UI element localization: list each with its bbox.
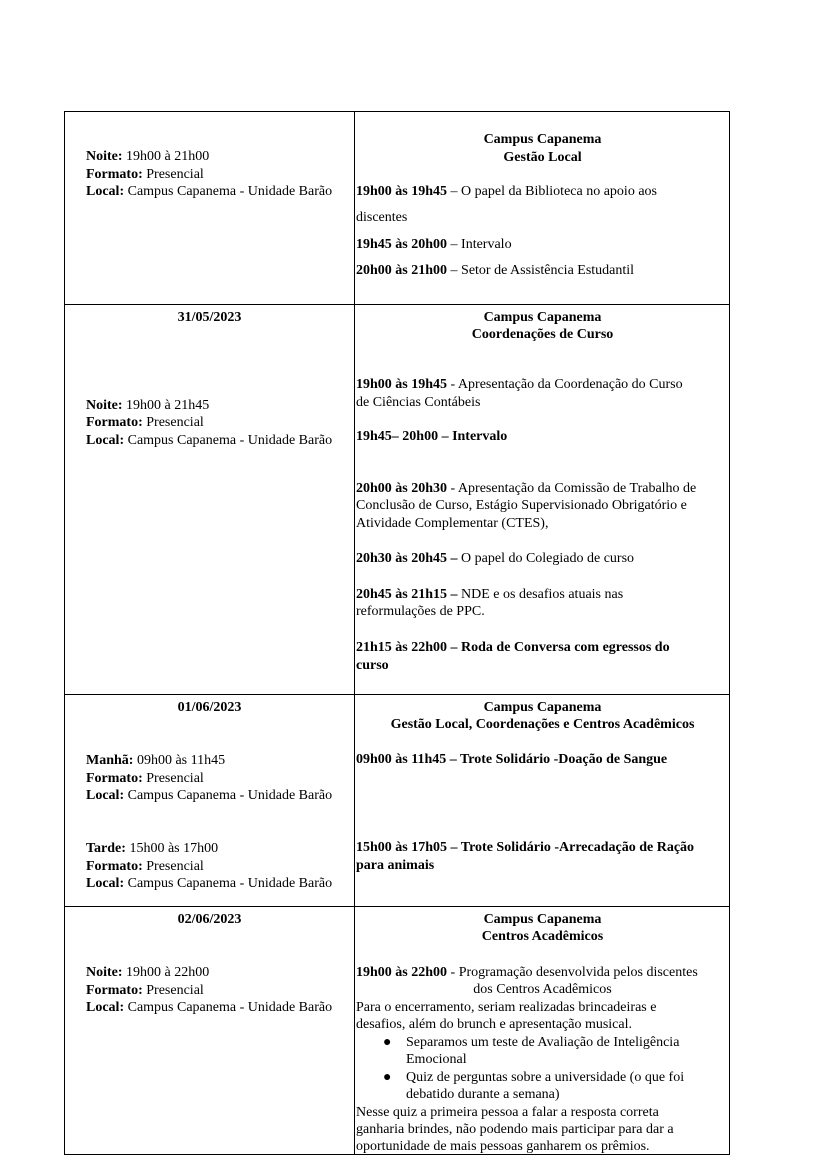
row-info-cell xyxy=(65,305,355,694)
schedule-table xyxy=(64,111,730,1156)
time-line: Noite: 19h00 à 21h45 xyxy=(86,398,210,413)
table-row xyxy=(64,111,730,304)
row-info-cell xyxy=(65,695,355,906)
location-line: Local: Campus Capanema - Unidade Barão xyxy=(86,876,333,891)
time-line: Noite: 19h00 à 22h00 xyxy=(86,965,210,980)
quiz-paragraph-cont: ganharia brindes, não podendo mais participar para dar a xyxy=(356,1122,674,1137)
schedule-item: 20h00 às 20h30 - Apresentação da Comissão de Trabalho de xyxy=(356,481,697,496)
schedule-item: 21h15 às 22h00 – Roda de Conversa com egressos do xyxy=(356,640,670,655)
section-title: Coordenações de Curso xyxy=(471,327,614,342)
date-label: 02/06/2023 xyxy=(177,912,242,927)
format-line: Formato: Presencial xyxy=(86,415,204,430)
campus-title: Campus Capanema xyxy=(483,132,602,147)
list-item: Separamos um teste de Avaliação de Inteligência xyxy=(406,1035,680,1050)
quiz-paragraph: Nesse quiz a primeira pessoa a falar a resposta correta xyxy=(356,1105,659,1120)
list-item: Quiz de perguntas sobre a universidade (o que foi xyxy=(406,1070,685,1085)
table-row xyxy=(64,694,730,906)
schedule-item-cont: discentes xyxy=(356,210,408,225)
schedule-item: 20h45 às 21h15 – NDE e os desafios atuais nas xyxy=(356,587,624,602)
location-line: Local: Campus Capanema - Unidade Barão xyxy=(86,433,333,448)
section-title: Centros Acadêmicos xyxy=(481,929,604,944)
schedule-item: 20h00 às 21h00 – Setor de Assistência Estudantil xyxy=(356,263,635,278)
campus-title: Campus Capanema xyxy=(483,310,602,325)
time-line: Manhã: 09h00 às 11h45 xyxy=(86,753,226,768)
closing-paragraph: Para o encerramento, seriam realizadas brincadeiras e xyxy=(356,1000,657,1015)
table-row xyxy=(64,906,730,1155)
schedule-item-cont: dos Centros Acadêmicos xyxy=(473,982,612,997)
time-line: Tarde: 15h00 às 17h00 xyxy=(86,841,219,856)
schedule-item: 19h00 às 19h45 – O papel da Biblioteca no apoio aos xyxy=(356,184,657,199)
format-line: Formato: Presencial xyxy=(86,859,204,874)
schedule-item: 15h00 às 17h05 – Trote Solidário -Arrecadação de Ração xyxy=(356,840,695,855)
date-label: 01/06/2023 xyxy=(177,700,242,715)
row-program-cell xyxy=(356,112,729,304)
location-line: Local: Campus Capanema - Unidade Barão xyxy=(86,788,333,803)
schedule-item-cont: curso xyxy=(356,658,389,673)
schedule-item: 19h00 às 22h00 - Programação desenvolvida pelos discentes xyxy=(356,965,698,980)
location-line: Local: Campus Capanema - Unidade Barão xyxy=(86,184,333,199)
location-line: Local: Campus Capanema - Unidade Barão xyxy=(86,1000,333,1015)
table-row xyxy=(64,304,730,694)
schedule-item: 19h00 às 19h45 - Apresentação da Coordenação do Curso xyxy=(356,377,683,392)
section-title: Gestão Local, Coordenações e Centros Acadêmicos xyxy=(390,717,695,732)
schedule-item-cont: reformulações de PPC. xyxy=(356,604,485,619)
format-line: Formato: Presencial xyxy=(86,983,204,998)
list-item-cont: Emocional xyxy=(406,1052,467,1067)
bullet-icon: ● xyxy=(383,1035,392,1050)
quiz-paragraph-cont: oportunidade de mais pessoas ganharem os prêmios. xyxy=(356,1139,650,1154)
section-title: Gestão Local xyxy=(503,150,582,165)
bullet-icon: ● xyxy=(383,1070,392,1085)
schedule-item: 19h45– 20h00 – Intervalo xyxy=(356,429,508,444)
time-line: Noite: 19h00 à 21h00 xyxy=(86,149,210,164)
row-info-cell xyxy=(65,112,355,304)
date-label: 31/05/2023 xyxy=(177,310,242,325)
schedule-item-cont: Conclusão de Curso, Estágio Supervisionado Obrigatório e xyxy=(356,498,687,513)
row-info-cell xyxy=(65,907,355,1154)
schedule-item-cont: Atividade Complementar (CTES), xyxy=(356,516,549,531)
schedule-item: 09h00 às 11h45 – Trote Solidário -Doação de Sangue xyxy=(356,752,668,767)
row-program-cell xyxy=(356,907,729,1154)
campus-title: Campus Capanema xyxy=(483,700,602,715)
closing-paragraph-cont: desafios, além do brunch e apresentação musical. xyxy=(356,1017,633,1032)
row-program-cell xyxy=(356,695,729,906)
schedule-item-cont: de Ciências Contábeis xyxy=(356,395,481,410)
format-line: Formato: Presencial xyxy=(86,771,204,786)
list-item-cont: debatido durante a semana) xyxy=(406,1087,560,1102)
schedule-item-cont: para animais xyxy=(356,858,435,873)
format-line: Formato: Presencial xyxy=(86,167,204,182)
schedule-item: 20h30 às 20h45 – O papel do Colegiado de curso xyxy=(356,551,635,566)
row-program-cell xyxy=(356,305,729,694)
schedule-item: 19h45 às 20h00 – Intervalo xyxy=(356,237,512,252)
campus-title: Campus Capanema xyxy=(483,912,602,927)
